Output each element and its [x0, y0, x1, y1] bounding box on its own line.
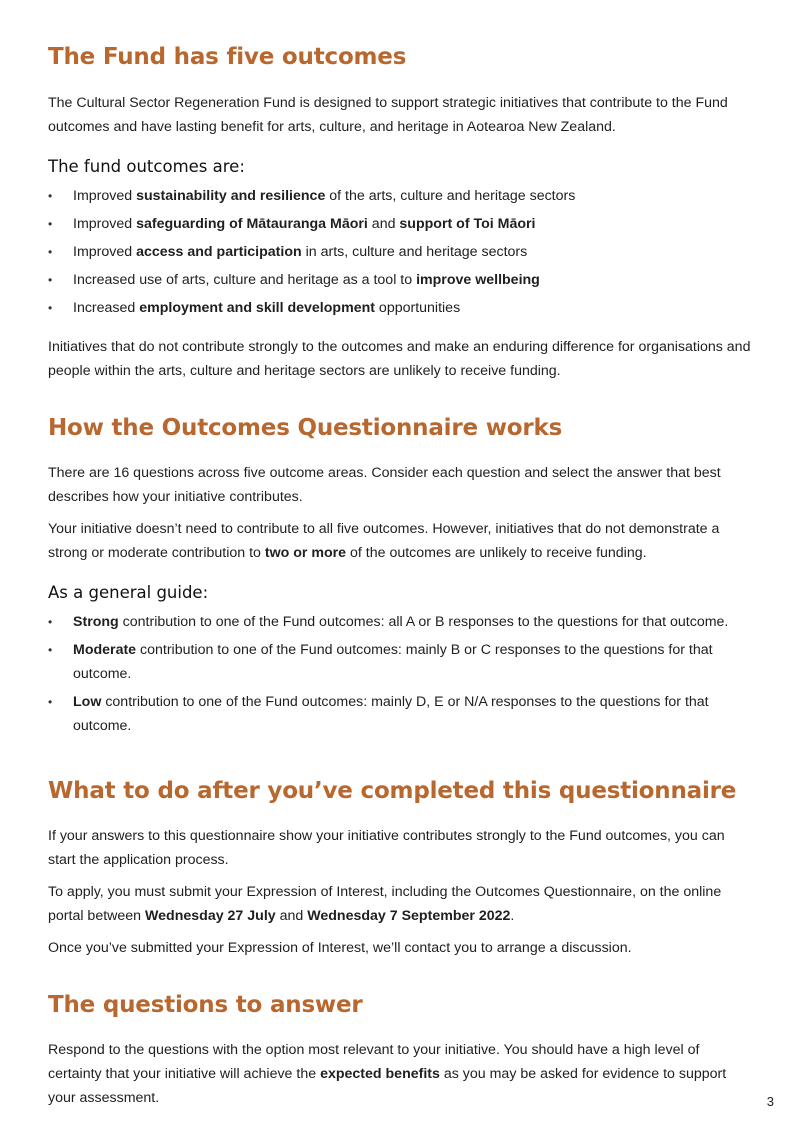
heading-what-to-do-after: What to do after you’ve completed this questionnaire	[48, 778, 737, 804]
contribution-paragraph: Your initiative doesn’t need to contribute to all five outcomes. However, initiatives that do not demonstrate a strong or moderate contribution to two or more of the outcomes are unlikely to receive funding.	[48, 521, 720, 561]
heading-questions-to-answer: The questions to answer	[48, 992, 363, 1018]
answers-paragraph: If your answers to this questionnaire show your initiative contributes strongly to the Fund outcomes, you can start the application process.	[48, 828, 725, 868]
guide-list	[48, 610, 754, 742]
heading-how-questionnaire-works: How the Outcomes Questionnaire works	[48, 415, 563, 441]
intro-paragraph: The Cultural Sector Regeneration Fund is designed to support strategic initiatives that contribute to the Fund outcomes and have lasting benefit for arts, culture, and heritage in Aotearoa New Zealand.	[48, 95, 728, 135]
respond-paragraph: Respond to the questions with the option most relevant to your initiative. You should have a high level of certainty that your initiative will achieve the expected benefits as you may be asked for evidence to support your assessment.	[48, 1042, 727, 1106]
outcomes-list	[48, 184, 754, 324]
questions-paragraph: There are 16 questions across five outcome areas. Consider each question and select the answer that best describes how your initiative contributes.	[48, 465, 721, 505]
outcomes-closing-paragraph: Initiatives that do not contribute strongly to the outcomes and make an enduring difference for organisations and people within the arts, culture and heritage sectors are unlikely to receive funding.	[48, 339, 751, 379]
list-item: • Low contribution to one of the Fund outcomes: mainly D, E or N/A responses to the questions for that outcome.	[48, 690, 754, 738]
apply-paragraph: To apply, you must submit your Expression of Interest, including the Outcomes Questionnaire, on the online portal between Wednesday 27 July and Wednesday 7 September 2022.	[48, 884, 722, 924]
list-item: • Moderate contribution to one of the Fund outcomes: mainly B or C responses to the questions for that outcome.	[48, 638, 754, 686]
list-item: • Improved sustainability and resilience of the arts, culture and heritage sectors	[48, 184, 754, 208]
heading-five-outcomes: The Fund has five outcomes	[48, 44, 407, 70]
subheading-general-guide: As a general guide:	[48, 583, 209, 602]
list-item: • Increased use of arts, culture and heritage as a tool to improve wellbeing	[48, 268, 754, 292]
list-item: • Strong contribution to one of the Fund outcomes: all A or B responses to the questions for that outcome.	[48, 610, 754, 634]
subheading-fund-outcomes: The fund outcomes are:	[48, 157, 245, 176]
contact-paragraph: Once you’ve submitted your Expression of Interest, we’ll contact you to arrange a discussion.	[48, 940, 632, 956]
list-item: • Improved safeguarding of Mātauranga Māori and support of Toi Māori	[48, 212, 754, 236]
page-number: 3	[766, 1094, 774, 1109]
list-item: • Improved access and participation in arts, culture and heritage sectors	[48, 240, 754, 264]
list-item: • Increased employment and skill development opportunities	[48, 296, 754, 320]
